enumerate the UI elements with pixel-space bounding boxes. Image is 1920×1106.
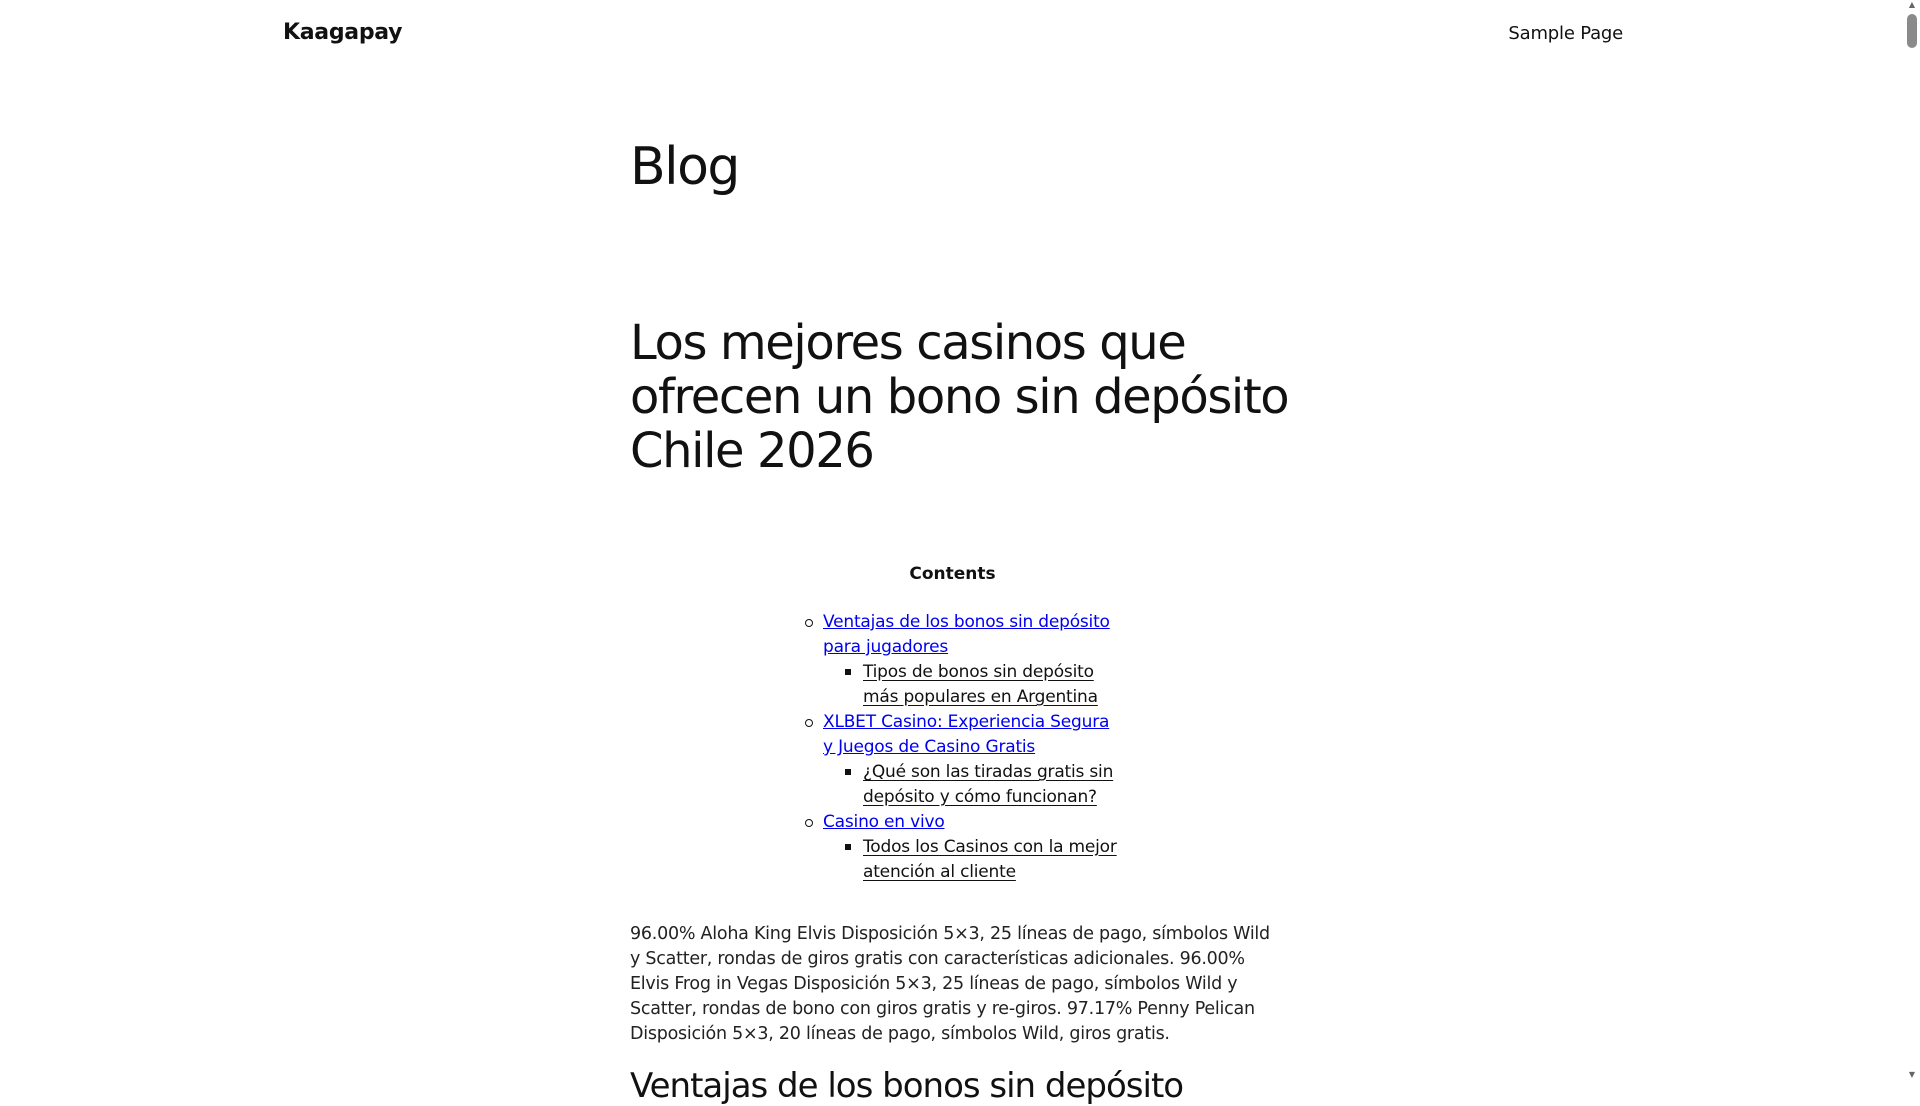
toc-subitem [863,760,1143,810]
scroll-down-arrow-icon[interactable]: ▼ [1908,1070,1916,1079]
circle-bullet-icon [805,619,813,627]
toc-subitem [863,835,1143,885]
toc-sublink[interactable]: Tipos de bonos sin depósito más populares en Argentina [863,662,1098,707]
toc-list [822,610,1143,885]
site-title-link[interactable]: Kaagapay [283,20,403,45]
toc-link[interactable]: Ventajas de los bonos sin depósito para jugadores [823,612,1110,657]
page-title: Blog [630,137,739,197]
circle-bullet-icon [805,719,813,727]
square-bullet-icon [845,669,851,675]
square-bullet-icon [845,769,851,775]
square-bullet-icon [845,844,851,850]
section-heading: Ventajas de los bonos sin depósito [630,1066,1184,1106]
toc-subitem [863,660,1143,710]
table-of-contents [630,564,1275,882]
toc-sublist [823,760,1143,810]
toc-item [823,610,1143,710]
post-title-link[interactable]: Los mejores casinos que ofrecen un bono sin depósito Chile 2026 [630,315,1289,479]
circle-bullet-icon [805,819,813,827]
post-excerpt-paragraph: 96.00% Aloha King Elvis Disposición 5×3, 25 líneas de pago, símbolos Wild y Scatter, rondas de giros gratis con características adicionales. 96.00% Elvis Frog in Vegas Disposición 5×3, 25 líneas de pago, símbolos Wild y Scatter, rondas de bono con giros gratis y re-giros. 97.17% Penny Pelican Disposición 5×3, 20 líneas de pago, símbolos Wild, giros gratis. [630,924,1270,1044]
toc-heading: Contents [909,564,996,584]
toc-sublink[interactable]: ¿Qué son las tiradas gratis sin depósito y cómo funcionan? [863,762,1114,807]
nav-sample-page-link[interactable]: Sample Page [1508,23,1623,44]
toc-item [823,810,1143,885]
toc-link[interactable]: XLBET Casino: Experiencia Segura y Juegos de Casino Gratis [823,712,1110,757]
toc-sublink[interactable]: Todos los Casinos con la mejor atención al cliente [863,837,1117,882]
scrollbar-thumb[interactable] [1907,14,1917,48]
toc-sublist [823,660,1143,710]
scroll-up-arrow-icon[interactable]: ▲ [1908,0,1916,9]
toc-sublist [823,835,1143,885]
scrollbar[interactable] [1904,0,1920,1080]
toc-item [823,710,1143,810]
toc-link[interactable]: Casino en vivo [823,812,945,832]
